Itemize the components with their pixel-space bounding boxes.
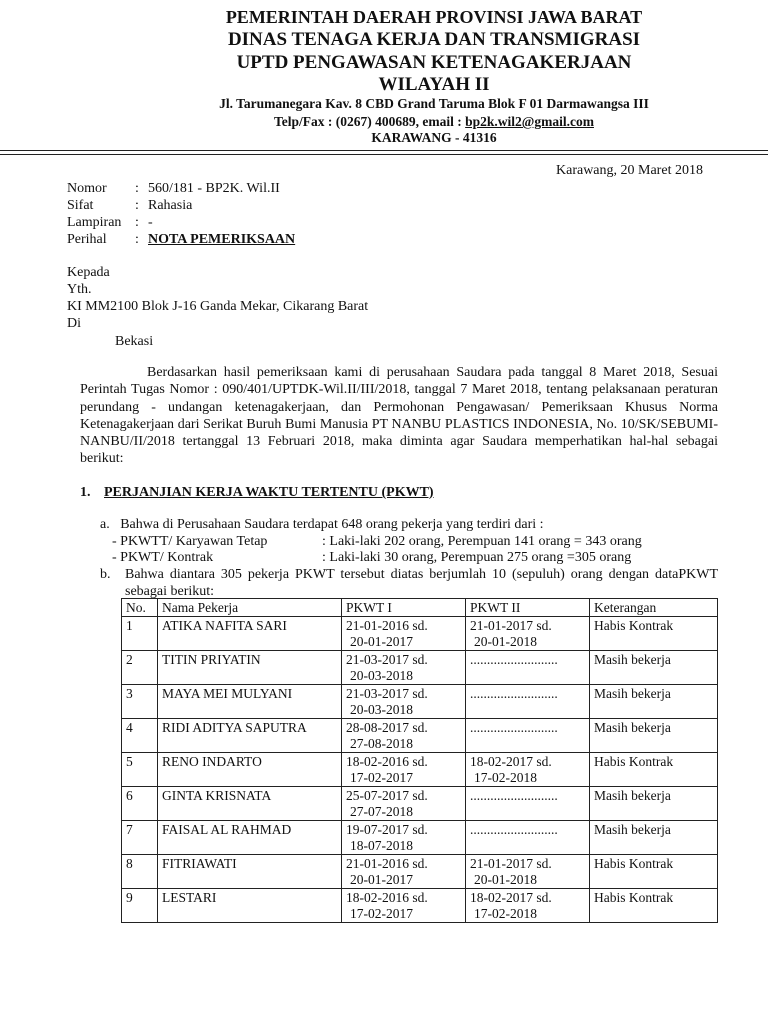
letterhead-email-link[interactable]: bp2k.wil2@gmail.com — [465, 114, 594, 129]
intro-paragraph — [80, 364, 718, 468]
header-pkwt-1: PKWT I — [342, 599, 466, 617]
table-row — [122, 753, 718, 787]
table-row — [122, 685, 718, 719]
table-row — [122, 787, 718, 821]
cell-name: RENO INDARTO — [158, 753, 342, 787]
pkwt-1-start: 18-02-2016 sd. — [346, 754, 428, 769]
cell-pkwt-2 — [466, 685, 590, 719]
cell-pkwt-1 — [342, 855, 466, 889]
pkwt-2-end: 17-02-2018 — [474, 906, 537, 921]
pkwt-2-start: 18-02-2017 sd. — [470, 754, 552, 769]
cell-notes: Habis Kontrak — [590, 855, 718, 889]
table-row — [122, 821, 718, 855]
cell-notes: Masih bekerja — [590, 719, 718, 753]
pkwt-1-end: 17-02-2017 — [350, 906, 413, 921]
header-pkwt-2: PKWT II — [466, 599, 590, 617]
meta-colon: : — [135, 181, 139, 196]
item-b-text: Bahwa diantara 305 pekerja PKWT tersebut diatas berjumlah 10 (sepuluh) orang dengan dataPKWT sebagai berikut: — [125, 567, 718, 599]
cell-notes: Habis Kontrak — [590, 617, 718, 651]
intro-text: Berdasarkan hasil pemeriksaan kami di perusahaan Saudara pada tanggal 8 Maret 2018, Sesuai Perintah Tugas Nomor : 090/401/UPTDK-Wil.II/III/2018, tanggal 7 Maret 2018, tentang pelaksanaan peraturan perundang - undangan ketenagakerjaan, dan Permohonan Pengawasan/ Pemeriksaan Khusus Norma Ketenagakerjaan dari Serikat Buruh Bumi Manusia PT NANBU PLASTICS INDONESIA, No. 10/SK/SEBUMI-NANBU/II/2018 tertanggal 13 Februari 2018, maka diminta agar Saudara memperhatikan hal-hal sebagai berikut: — [80, 365, 718, 467]
cell-pkwt-1 — [342, 685, 466, 719]
pkwt-1-start: 28-08-2017 sd. — [346, 720, 428, 735]
item-a-marker: a. — [100, 517, 110, 532]
letterhead-government: PEMERINTAH DAERAH PROVINSI JAWA BARAT — [225, 7, 643, 27]
cell-pkwt-1 — [342, 651, 466, 685]
pkwt-2-end: 20-01-2018 — [474, 634, 537, 649]
pkwt-1-end: 20-01-2017 — [350, 634, 413, 649]
cell-no: 1 — [122, 617, 158, 651]
worker-list-item — [112, 549, 631, 566]
pkwt-1-end: 20-03-2018 — [350, 702, 413, 717]
meta-value-nomor: 560/181 - BP2K. Wil.II — [148, 181, 280, 196]
cell-no: 6 — [122, 787, 158, 821]
cell-name: LESTARI — [158, 889, 342, 923]
cell-no: 5 — [122, 753, 158, 787]
pkwt-2-start: 18-02-2017 sd. — [470, 890, 552, 905]
meta-label-nomor: Nomor — [67, 181, 107, 196]
pkwt-1-start: 19-07-2017 sd. — [346, 822, 428, 837]
recipient-kepada: Kepada — [67, 265, 110, 280]
cell-name: MAYA MEI MULYANI — [158, 685, 342, 719]
meta-colon: : — [135, 232, 139, 247]
cell-pkwt-2 — [466, 821, 590, 855]
cell-no: 3 — [122, 685, 158, 719]
worker-list-item — [112, 533, 642, 550]
pkwt-1-start: 18-02-2016 sd. — [346, 890, 428, 905]
worker-list-label: - PKWTT/ Karyawan Tetap — [112, 534, 268, 549]
cell-pkwt-1 — [342, 821, 466, 855]
pkwt-2-start: .......................... — [470, 652, 558, 667]
cell-name: TITIN PRIYATIN — [158, 651, 342, 685]
table-header-row — [122, 599, 718, 617]
cell-pkwt-1 — [342, 719, 466, 753]
cell-pkwt-2 — [466, 753, 590, 787]
header-no: No. — [122, 599, 158, 617]
letterhead-phone: Telp/Fax : (0267) 400689, email : — [274, 114, 466, 129]
pkwt-2-end: 17-02-2018 — [474, 770, 537, 785]
table-row — [122, 617, 718, 651]
pkwt-2-start: .......................... — [470, 686, 558, 701]
recipient-yth: Yth. — [67, 282, 92, 297]
cell-name: RIDI ADITYA SAPUTRA — [158, 719, 342, 753]
meta-colon: : — [135, 198, 139, 213]
section-1-heading — [80, 484, 434, 501]
pkwt-1-end: 20-03-2018 — [350, 668, 413, 683]
letterhead-city: KARAWANG - 41316 — [371, 130, 497, 145]
cell-pkwt-2 — [466, 719, 590, 753]
cell-name: GINTA KRISNATA — [158, 787, 342, 821]
pkwt-2-start: .......................... — [470, 822, 558, 837]
cell-notes: Masih bekerja — [590, 651, 718, 685]
cell-pkwt-2 — [466, 889, 590, 923]
cell-name: FITRIAWATI — [158, 855, 342, 889]
table-row — [122, 889, 718, 923]
section-1-title: PERJANJIAN KERJA WAKTU TERTENTU (PKWT) — [104, 485, 434, 500]
table-row — [122, 651, 718, 685]
pkwt-1-start: 21-03-2017 sd. — [346, 652, 428, 667]
pkwt-1-end: 27-07-2018 — [350, 804, 413, 819]
cell-notes: Habis Kontrak — [590, 889, 718, 923]
item-b-marker: b. — [100, 567, 111, 582]
meta-label-perihal: Perihal — [67, 232, 107, 247]
cell-pkwt-2 — [466, 617, 590, 651]
letterhead-address: Jl. Tarumanegara Kav. 8 CBD Grand Taruma Blok F 01 Darmawangsa III — [219, 96, 649, 111]
letterhead-unit: UPTD PENGAWASAN KETENAGAKERJAAN — [236, 52, 632, 73]
pkwt-2-start: 21-01-2017 sd. — [470, 856, 552, 871]
worker-list-value: : Laki-laki 30 orang, Perempuan 275 orang =305 orang — [322, 550, 632, 565]
meta-value-sifat: Rahasia — [148, 198, 193, 213]
cell-no: 8 — [122, 855, 158, 889]
cell-notes: Masih bekerja — [590, 787, 718, 821]
cell-pkwt-2 — [466, 855, 590, 889]
cell-name: FAISAL AL RAHMAD — [158, 821, 342, 855]
recipient-di: Di — [67, 316, 81, 331]
meta-value-subject: NOTA PEMERIKSAAN — [148, 232, 296, 247]
worker-list-value: : Laki-laki 202 orang, Perempuan 141 orang = 343 orang — [322, 534, 642, 549]
cell-no: 4 — [122, 719, 158, 753]
cell-name: ATIKA NAFITA SARI — [158, 617, 342, 651]
cell-pkwt-1 — [342, 787, 466, 821]
table-row — [122, 719, 718, 753]
letterhead-agency: DINAS TENAGA KERJA DAN TRANSMIGRASI — [227, 29, 641, 50]
item-a — [100, 516, 544, 533]
recipient-address: KI MM2100 Blok J-16 Ganda Mekar, Cikarang Barat — [67, 299, 369, 314]
meta-label-lampiran: Lampiran — [67, 215, 122, 230]
header-notes: Keterangan — [590, 599, 718, 617]
pkwt-table — [121, 598, 718, 923]
cell-notes: Habis Kontrak — [590, 753, 718, 787]
pkwt-1-end: 17-02-2017 — [350, 770, 413, 785]
letterhead-region: WILAYAH II — [378, 74, 490, 95]
letterhead-divider-thin — [0, 154, 768, 155]
letterhead-contact — [0, 114, 768, 130]
meta-label-sifat: Sifat — [67, 198, 94, 213]
cell-pkwt-1 — [342, 753, 466, 787]
cell-no: 2 — [122, 651, 158, 685]
pkwt-1-start: 25-07-2017 sd. — [346, 788, 428, 803]
letterhead-divider-thick — [0, 150, 768, 151]
cell-pkwt-1 — [342, 889, 466, 923]
cell-notes: Masih bekerja — [590, 821, 718, 855]
item-a-text: Bahwa di Perusahaan Saudara terdapat 648 orang pekerja yang terdiri dari : — [120, 517, 544, 532]
pkwt-1-end: 20-01-2017 — [350, 872, 413, 887]
pkwt-2-start: 21-01-2017 sd. — [470, 618, 552, 633]
pkwt-1-start: 21-01-2016 sd. — [346, 856, 428, 871]
cell-notes: Masih bekerja — [590, 685, 718, 719]
cell-no: 7 — [122, 821, 158, 855]
cell-pkwt-2 — [466, 651, 590, 685]
section-1-number: 1. — [80, 485, 91, 500]
cell-pkwt-2 — [466, 787, 590, 821]
cell-pkwt-1 — [342, 617, 466, 651]
meta-value-lampiran: - — [148, 215, 153, 230]
meta-colon: : — [135, 215, 139, 230]
pkwt-2-start: .......................... — [470, 720, 558, 735]
header-name: Nama Pekerja — [158, 599, 342, 617]
cell-no: 9 — [122, 889, 158, 923]
pkwt-2-end: 20-01-2018 — [474, 872, 537, 887]
pkwt-1-end: 27-08-2018 — [350, 736, 413, 751]
letter-date: Karawang, 20 Maret 2018 — [556, 163, 703, 178]
pkwt-2-start: .......................... — [470, 788, 558, 803]
pkwt-1-end: 18-07-2018 — [350, 838, 413, 853]
pkwt-1-start: 21-01-2016 sd. — [346, 618, 428, 633]
worker-list-label: - PKWT/ Kontrak — [112, 550, 214, 565]
pkwt-1-start: 21-03-2017 sd. — [346, 686, 428, 701]
table-row — [122, 855, 718, 889]
recipient-city: Bekasi — [115, 334, 154, 349]
